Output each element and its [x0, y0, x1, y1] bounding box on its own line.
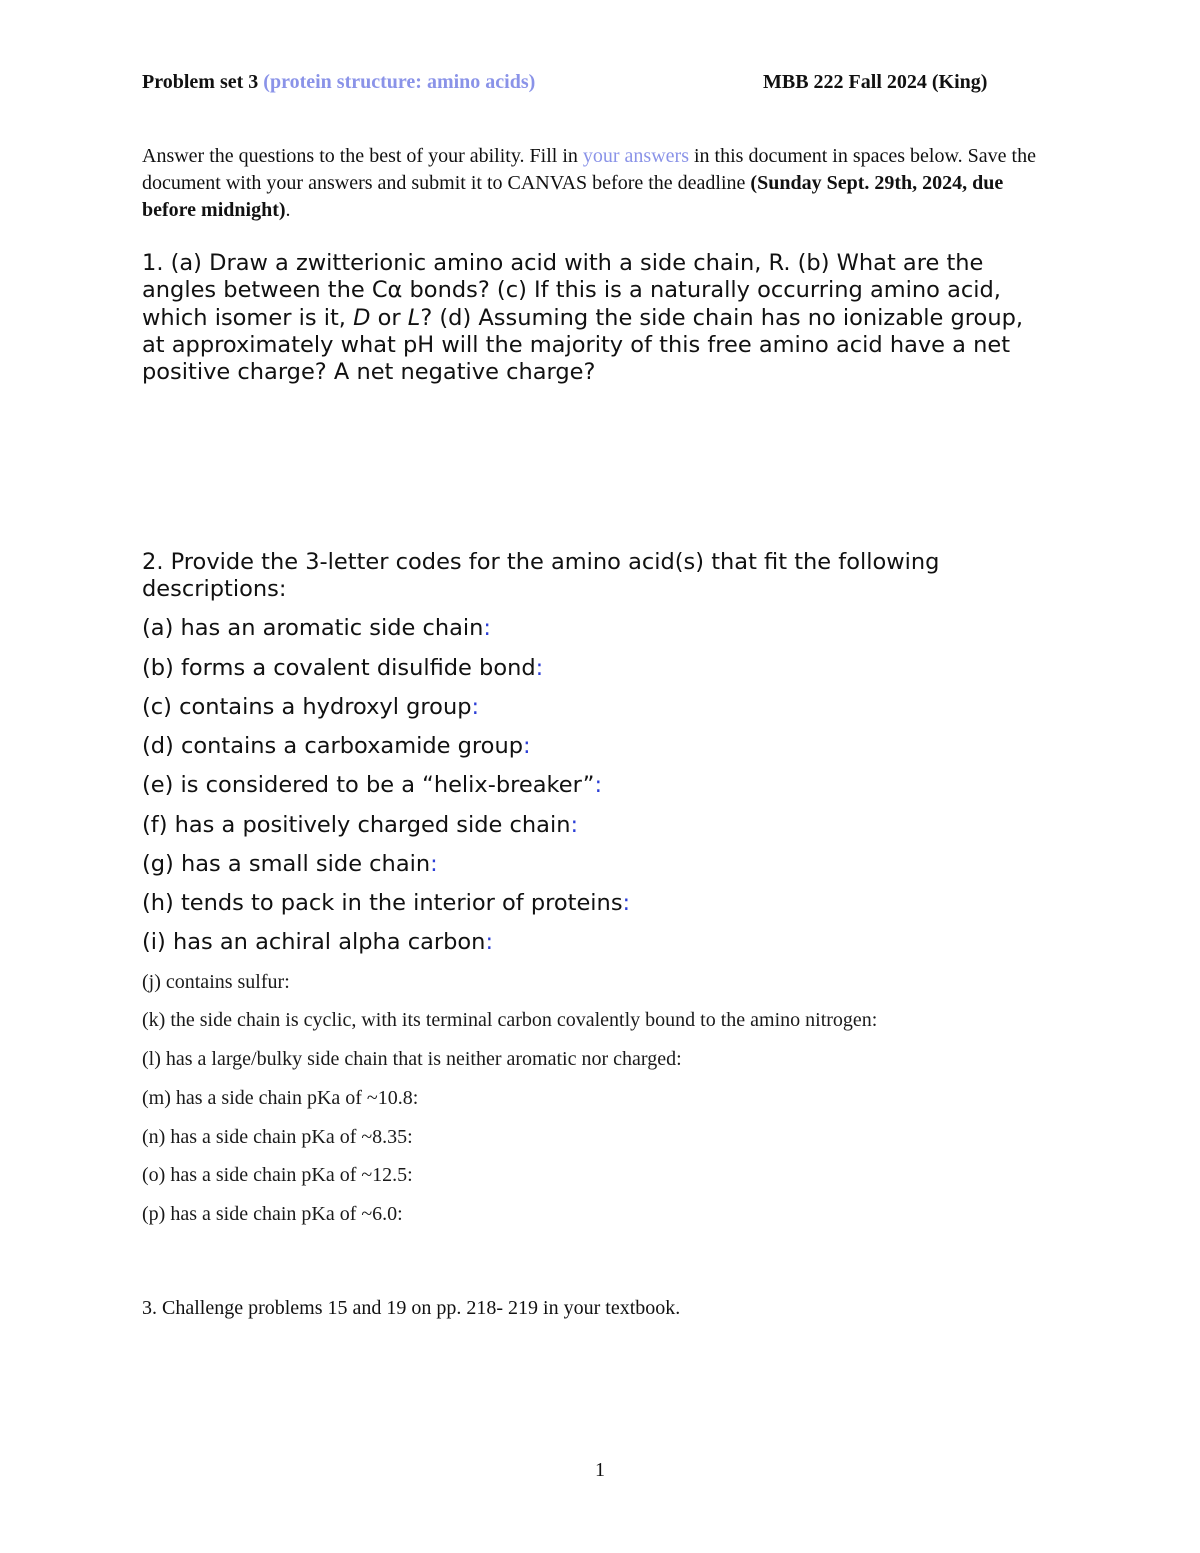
- item-text: (i) has an achiral alpha carbon: [142, 929, 486, 955]
- item-text: (g) has a small side chain: [142, 851, 431, 877]
- isomer-l: L: [407, 304, 421, 331]
- question-1-text-2: ? (d) Assuming the side chain has no ionizable group, at approximately what pH will the majority of this free amino acid have a net positive charge? A net negative charge?: [142, 304, 1024, 386]
- instructions-text-2: in this document in spaces below. Save the document with your answers and submit it to CANVAS before the deadline: [142, 145, 1036, 194]
- answer-colon: :: [483, 615, 492, 641]
- instructions-highlight: your answers: [582, 145, 689, 167]
- instructions-paragraph: [142, 143, 1052, 224]
- question-1-text: 1. (a) Draw a zwitterionic amino acid with a side chain, R. (b) What are the angles between the Cα bonds? (c) If this is a naturally occurring amino acid, which isomer is it,: [142, 250, 1001, 331]
- page-number: 1: [595, 1459, 605, 1481]
- deadline-text: (Sunday Sept. 29th, 2024, due before midnight): [142, 172, 1004, 221]
- question-2-item: (l) has a large/bulky side chain that is neither aromatic nor charged:: [142, 1048, 682, 1070]
- question-2-item: [142, 929, 493, 955]
- page-header: [142, 71, 1032, 94]
- question-2-item: [142, 851, 438, 877]
- question-3: 3. Challenge problems 15 and 19 on pp. 218- 219 in your textbook.: [142, 1297, 681, 1319]
- question-2-item: [142, 694, 479, 720]
- question-2-item: (j) contains sulfur:: [142, 971, 290, 993]
- course-label: MBB 222 Fall 2024 (King): [763, 71, 988, 93]
- question-2-item: [142, 890, 630, 916]
- question-2-item: [142, 733, 531, 759]
- question-2-item: (p) has a side chain pKa of ~6.0:: [142, 1203, 403, 1225]
- answer-colon: :: [522, 733, 531, 759]
- answer-colon: :: [430, 851, 438, 877]
- question-1: [142, 250, 1042, 386]
- item-text: (h) tends to pack in the interior of proteins: [142, 890, 623, 916]
- isomer-d: D: [353, 304, 371, 331]
- instructions-end: .: [285, 199, 291, 221]
- answer-colon: :: [471, 694, 480, 720]
- question-2-item: [142, 812, 578, 838]
- question-2-item: (n) has a side chain pKa of ~8.35:: [142, 1126, 413, 1148]
- question-2-prompt: 2. Provide the 3-letter codes for the amino acid(s) that fit the following descriptions:: [142, 549, 940, 603]
- answer-colon: :: [570, 812, 579, 838]
- answer-colon: :: [485, 929, 494, 955]
- item-text: (d) contains a carboxamide group: [142, 733, 523, 759]
- answer-colon: :: [535, 655, 544, 681]
- question-2-item: [142, 655, 543, 681]
- question-2-item: (k) the side chain is cyclic, with its terminal carbon covalently bound to the amino nitrogen:: [142, 1009, 878, 1031]
- question-2-item: (o) has a side chain pKa of ~12.5:: [142, 1164, 413, 1186]
- answer-colon: :: [622, 890, 631, 916]
- item-text: (a) has an aromatic side chain: [142, 615, 484, 641]
- question-1-or: or: [370, 304, 408, 331]
- problem-set-subtitle: (protein structure: amino acids): [263, 71, 536, 93]
- item-text: (f) has a positively charged side chain: [142, 812, 571, 838]
- question-2-item: [142, 772, 602, 798]
- item-text: (e) is considered to be a “helix-breaker”: [142, 772, 595, 798]
- problem-set-title: Problem set 3: [142, 71, 259, 93]
- item-text: (b) forms a covalent disulfide bond: [142, 655, 536, 681]
- answer-colon: :: [594, 772, 603, 798]
- question-2-item: [142, 615, 491, 641]
- item-text: (c) contains a hydroxyl group: [142, 694, 472, 720]
- instructions-text-1: Answer the questions to the best of your ability. Fill in: [142, 145, 583, 167]
- question-2-item: (m) has a side chain pKa of ~10.8:: [142, 1087, 419, 1109]
